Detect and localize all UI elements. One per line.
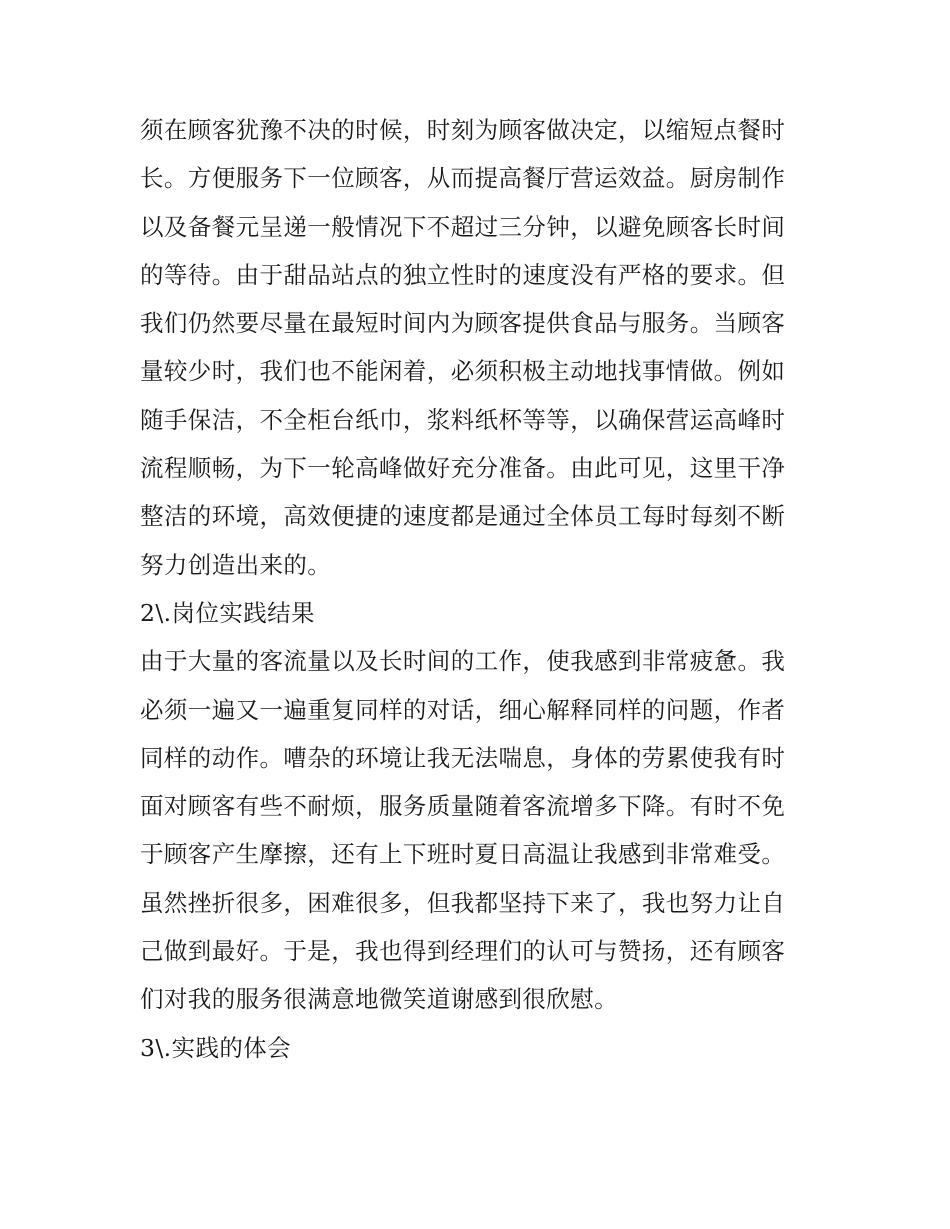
text-line: 我们仍然要尽量在最短时间内为顾客提供食品与服务。当顾客 [140,309,786,338]
text-line: 同样的动作。嘈杂的环境让我无法喘息，身体的劳累使我有时 [140,743,786,772]
section-heading-3: 3\.实践的体会 [140,1033,292,1062]
text-line: 于顾客产生摩擦，还有上下班时夏日高温让我感到非常难受。 [140,840,786,869]
text-line: 随手保洁，不全柜台纸巾，浆料纸杯等等，以确保营运高峰时 [140,405,786,434]
text-line: 虽然挫折很多，困难很多，但我都坚持下来了，我也努力让自 [140,888,786,917]
text-line: 们对我的服务很满意地微笑道谢感到很欣慰。 [140,985,618,1014]
document-body [140,106,812,1072]
text-line: 己做到最好。于是，我也得到经理们的认可与赞扬，还有顾客 [140,937,786,966]
text-line: 整洁的环境，高效便捷的速度都是通过全体员工每时每刻不断 [140,502,786,531]
paragraph-2 [140,637,812,1023]
text-line: 的等待。由于甜品站点的独立性时的速度没有严格的要求。但 [140,260,786,289]
section-heading-2: 2\.岗位实践结果 [140,598,315,627]
text-line: 流程顺畅，为下一轮高峰做好充分准备。由此可见，这里干净 [140,454,786,483]
text-line: 以及备餐元呈递一般情况下不超过三分钟，以避免顾客长时间 [140,212,786,241]
text-line: 须在顾客犹豫不决的时候，时刻为顾客做决定，以缩短点餐时 [140,116,786,144]
text-line: 由于大量的客流量以及长时间的工作，使我感到非常疲惫。我 [140,647,786,676]
paragraph-1 [140,106,812,589]
text-line: 量较少时，我们也不能闲着，必须积极主动地找事情做。例如 [140,357,786,386]
text-line: 面对顾客有些不耐烦，服务质量随着客流增多下降。有时不免 [140,792,786,821]
text-line: 长。方便服务下一位顾客，从而提高餐厅营运效益。厨房制作 [140,164,786,193]
text-line: 努力创造出来的。 [140,550,332,579]
text-line: 必须一遍又一遍重复同样的对话，细心解释同样的问题，作者 [140,695,786,724]
